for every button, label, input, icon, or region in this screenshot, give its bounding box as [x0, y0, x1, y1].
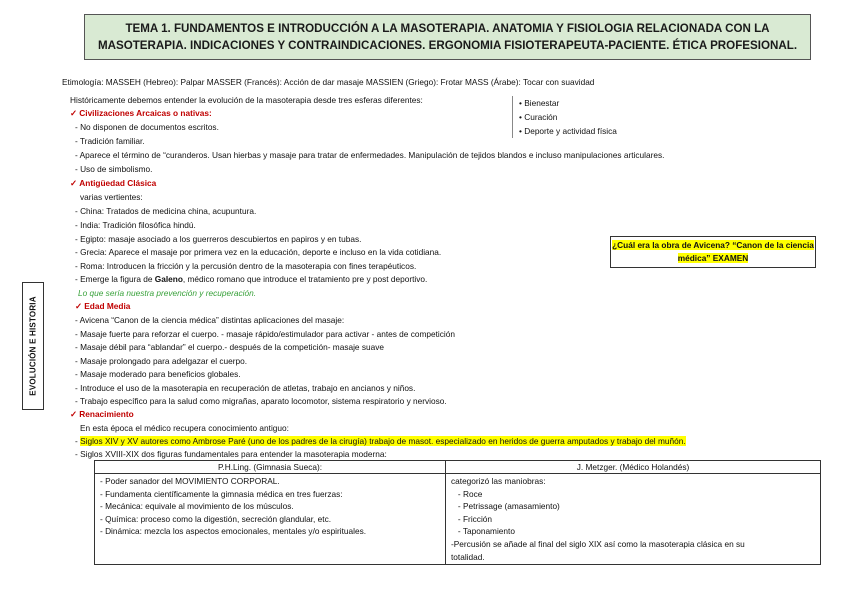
list-item: - Trabajo específico para la salud como migrañas, aparato locomotor, sistema respiratorio y nervioso. [75, 396, 447, 406]
side-label: EVOLUCIÓN E HISTORIA [28, 296, 38, 396]
sphere-item: • Deporte y actividad física [519, 126, 617, 136]
comparison-table [94, 460, 821, 565]
list-item: - Masaje moderado para beneficios globales. [75, 369, 241, 379]
list-item: - No disponen de documentos escritos. [75, 122, 219, 132]
table-cell-line: totalidad. [451, 551, 485, 562]
galeno-post: , médico romano que introduce el tratamiento pre y post deportivo. [182, 274, 428, 284]
table-cell-line: - Mecánica: equivale al movimiento de los músculos. [100, 501, 294, 512]
sphere-item: • Bienestar [519, 98, 560, 108]
highlighted-text: Siglos XIV y XV autores como Ambrose Paré (uno de los padres de la cirugía) trabajo de masot. especializado en heridos de guerra amputados y trabajo del muñón. [80, 436, 686, 446]
galeno-name: Galeno [154, 274, 183, 284]
etymology-line: Etimología: MASSEH (Hebreo): Palpar MASSER (Francés): Acción de dar masaje MASSIEN (Griego): Frotar MASS (Árabe): Tocar con suavidad [62, 77, 595, 87]
heading-text: Antigüedad Clásica [79, 178, 157, 188]
subintro-text: varias vertientes: [80, 192, 143, 202]
table-cell-line: - Poder sanador del MOVIMIENTO CORPORAL. [100, 476, 280, 486]
dash: - [75, 436, 81, 446]
check-icon: ✓ [70, 108, 77, 118]
list-item: - Masaje prolongado para adelgazar el cuerpo. [75, 356, 248, 366]
table-cell-line: - Petrissage (amasamiento) [451, 501, 560, 512]
renacimiento-intro: En esta época el médico recupera conocimiento antiguo: [80, 423, 289, 433]
list-item: - Tradición familiar. [75, 136, 145, 146]
callout-text: ¿Cuál era la obra de Avicena? “Canon de la ciencia médica” EXAMEN [612, 240, 814, 263]
list-item: - Roma: Introducen la fricción y la percusión dentro de la masoterapia con fines terapéuticos. [75, 261, 417, 271]
heading-text: Civilizaciones Arcaicas o nativas: [79, 108, 212, 118]
highlight-line [75, 436, 686, 446]
list-item: - Grecia: Aparece el masaje por primera vez en la educación, deporte e incluso en la vida cotidiana. [75, 247, 442, 257]
table-cell-line: - Química: proceso como la digestión, secreción glandular, etc. [100, 513, 332, 524]
table-cell-metzger [446, 474, 821, 565]
list-item: - India: Tradición filosófica hindú. [75, 220, 196, 230]
list-item: - Egipto: masaje asociado a los guerreros descubiertos en papiros y en tubas. [75, 234, 362, 244]
heading-text: Renacimiento [79, 409, 134, 419]
section-heading-renacimiento [70, 409, 134, 419]
table-cell-line: - Taponamiento [451, 526, 515, 537]
table-header-ling: P.H.Ling. (Gimnasia Sueca): [95, 461, 446, 474]
table-header-metzger: J. Metzger. (Médico Holandés) [446, 461, 821, 474]
table-cell-ling [95, 474, 446, 565]
table-cell-line: - Fundamenta científicamente la gimnasia médica en tres fuerzas: [100, 488, 343, 499]
section-heading-media [75, 301, 130, 311]
list-item: - Masaje débil para “ablandar” el cuerpo.- después de la competición- masaje suave [75, 342, 384, 352]
list-item-galeno [75, 274, 427, 284]
table-cell-line: categorizó las maniobras: [451, 476, 546, 486]
spheres-list [512, 96, 617, 138]
sphere-item: • Curación [519, 112, 558, 122]
section-heading-clasica [70, 178, 156, 188]
table-cell-line: - Fricción [451, 513, 493, 524]
list-item: - Uso de simbolismo. [75, 164, 153, 174]
check-icon: ✓ [70, 178, 77, 188]
check-icon: ✓ [70, 409, 77, 419]
list-item: - China: Tratados de medicina china, acupuntura. [75, 206, 257, 216]
list-item: - Avicena “Canon de la ciencia médica” distintas aplicaciones del masaje: [75, 315, 345, 325]
heading-text: Edad Media [84, 301, 131, 311]
galeno-pre: - Emerge la figura de [75, 274, 155, 284]
list-item: - Introduce el uso de la masoterapia en recuperación de atletas, trabajo en ancianos y niños. [75, 383, 416, 393]
table-header-row [95, 461, 821, 474]
exam-callout [610, 236, 816, 268]
green-note: Lo que sería nuestra prevención y recuperación. [78, 288, 257, 298]
list-item: - Siglos XVIII-XIX dos figuras fundamentales para entender la masoterapia moderna: [75, 449, 387, 459]
page-title: TEMA 1. FUNDAMENTOS E INTRODUCCIÓN A LA MASOTERAPIA. ANATOMIA Y FISIOLOGIA RELACIONADA CON LA MASOTERAPIA. INDICACIONES Y CONTRAINDICACIONES. ERGONOMIA FISIOTERAPEUTA-PACIENTE. ÉTICA PROFESIONAL. [84, 14, 811, 60]
table-row [95, 474, 821, 565]
section-heading-arcaicas [70, 108, 212, 118]
table-cell-line: -Percusión se añade al final del siglo XIX así como la masoterapia clásica en su [451, 538, 745, 549]
intro-text: Históricamente debemos entender la evolución de la masoterapia desde tres esferas diferentes: [70, 95, 423, 105]
table-cell-line: - Roce [451, 488, 483, 499]
check-icon: ✓ [75, 301, 82, 311]
side-label-box [22, 282, 44, 410]
list-item: - Aparece el término de “curanderos. Usan hierbas y masaje para tratar de enfermedades. Manipulación de tejidos blandos e incluso manipulaciones articulares. [75, 150, 665, 160]
table-cell-line: - Dinámica: mezcla los aspectos emocionales, mentales y/o espirituales. [100, 526, 367, 537]
list-item: - Masaje fuerte para reforzar el cuerpo. - masaje rápido/estimulador para activar - antes de competición [75, 329, 455, 339]
